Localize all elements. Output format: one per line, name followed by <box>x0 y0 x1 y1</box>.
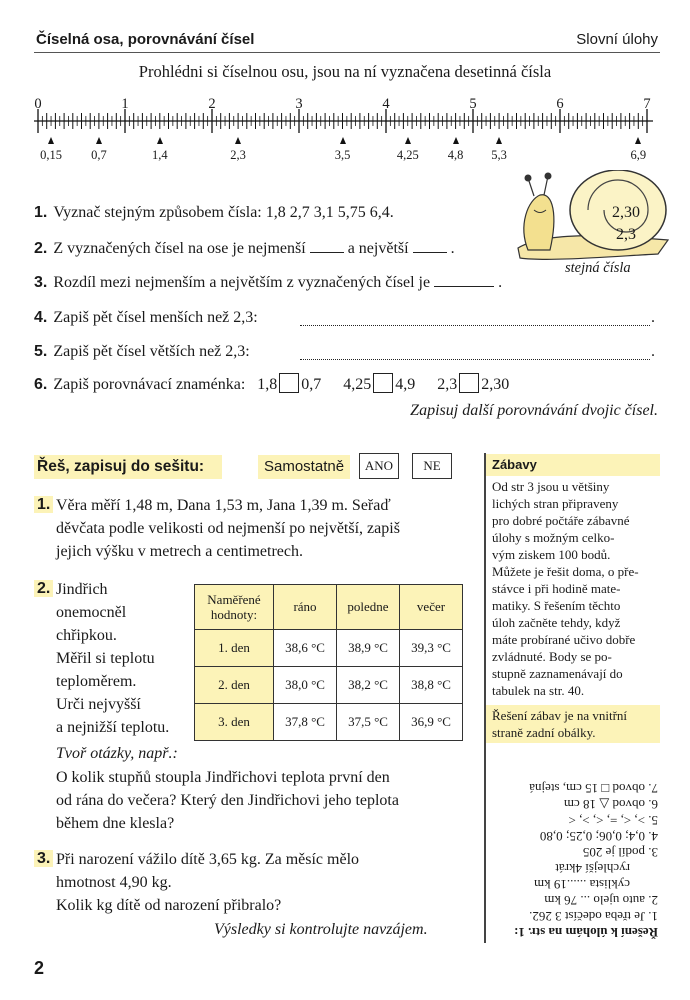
problem-line: teploměrem. <box>56 673 137 690</box>
task-1 <box>34 204 394 222</box>
number-line-mark-label: 4,8 <box>447 148 464 162</box>
compare-left: 4,25 <box>343 376 372 393</box>
no-box[interactable]: NE <box>412 453 452 479</box>
table-cell: 38,8 °C <box>400 667 463 704</box>
task-number: 5. <box>34 343 48 360</box>
table-row <box>195 667 463 704</box>
number-line-mark-label: 5,3 <box>491 148 507 162</box>
bubble-number-bottom: 2,3 <box>616 226 636 243</box>
problem-line: Věra měří 1,48 m, Dana 1,53 m, Jana 1,39 m. Seřaď <box>56 497 391 514</box>
answer-line: cyklista ......19 km <box>533 877 630 892</box>
number-line-arrow <box>96 137 102 144</box>
independent-label: Samostatně <box>258 455 350 479</box>
problem-line: a nejnižší teplotu. <box>56 719 170 736</box>
problem-3-number <box>34 850 53 868</box>
answer-blank[interactable] <box>434 286 494 287</box>
task-text: Z vyznačených čísel na ose je nejmenší <box>53 240 306 257</box>
problem-1-text <box>56 494 400 563</box>
problem-2-questions <box>56 766 399 835</box>
problem-number: 2. <box>34 580 53 597</box>
table-cell: 37,5 °C <box>337 704 400 741</box>
answer-blank[interactable] <box>413 252 447 253</box>
answer-line-5[interactable] <box>300 359 650 360</box>
sidebar-line: zvládnuté. Body se po- <box>492 649 612 664</box>
compare-note: Zapisuj další porovnávání dvojic čísel. <box>410 402 658 419</box>
table-header: poledne <box>337 585 400 630</box>
problem-line: hmotnost 4,90 kg. <box>56 874 172 891</box>
compare-box[interactable] <box>279 373 299 393</box>
problem-2-number <box>34 580 53 598</box>
number-line-label: 6 <box>556 96 564 112</box>
compare-right: 0,7 <box>301 376 322 393</box>
answer-line: rychlejší 4krát <box>555 861 630 876</box>
sidebar-line: lichých stran připraveny <box>492 496 619 511</box>
table-cell: 1. den <box>195 630 274 667</box>
answer-line: 7. obvod □ 15 cm, stejná <box>529 781 658 796</box>
section2-title: Řeš, zapisuj do sešitu: <box>34 455 222 479</box>
problem-number: 1. <box>34 496 53 513</box>
task-text: Vyznač stejným způsobem čísla: 1,8 2,7 3,1 5,75 6,4. <box>53 204 394 221</box>
table-header: ráno <box>274 585 337 630</box>
task-2 <box>34 240 455 258</box>
sidebar-line: pro dobré počtáře zábavné <box>492 513 630 528</box>
number-line-mark-label: 4,25 <box>396 148 419 162</box>
problem-number: 3. <box>34 850 53 867</box>
task-number: 4. <box>34 309 48 326</box>
problem-line: onemocněl <box>56 604 127 621</box>
task-4 <box>34 309 258 327</box>
number-line-mark-label: 6,9 <box>630 148 647 162</box>
answer-line: 1. Je třeba odečíst 3 262. <box>529 909 658 924</box>
sidebar-answers-upside-down <box>486 752 658 940</box>
snail-caption: stejná čísla <box>565 260 631 276</box>
answer-line: 2. auto ujelo ... 76 km <box>544 893 658 908</box>
table-cell: 38,9 °C <box>337 630 400 667</box>
table-cell: 38,6 °C <box>274 630 337 667</box>
problem-line: jejich výšku v metrech a centimetrech. <box>56 543 304 560</box>
sidebar-highlight-line: Řešení zábav je na vnitřní <box>492 708 628 723</box>
compare-right: 4,9 <box>395 376 416 393</box>
sidebar-title: Zábavy <box>486 454 660 476</box>
task-number: 3. <box>34 274 48 291</box>
problem-line: Kolik kg dítě od narození přibralo? <box>56 897 282 914</box>
table-row <box>195 704 463 741</box>
task-text: Zapiš pět čísel větších než 2,3: <box>53 343 250 360</box>
table-cell: 39,3 °C <box>400 630 463 667</box>
yes-box[interactable]: ANO <box>359 453 399 479</box>
number-line-instruction: Prohlédni si číselnou osu, jsou na ní vyznačena desetinná čísla <box>138 62 552 81</box>
number-line-label: 3 <box>295 96 303 112</box>
problem-line: Měřil si teplotu <box>56 650 155 667</box>
sidebar-line: máte probírané učivo dobře <box>492 632 636 647</box>
problem-line: děvčata podle velikosti od nejmenší po největší, zapiš <box>56 520 400 537</box>
task-end: . <box>651 309 655 326</box>
question-line: O kolik stupňů stoupla Jindřichovi teplota první den <box>56 769 390 786</box>
sidebar-line: Od str 3 jsou u většiny <box>492 479 610 494</box>
number-line-arrow <box>157 137 163 144</box>
temperature-table <box>194 584 463 741</box>
number-line-label: 0 <box>34 96 42 112</box>
number-line-arrow <box>235 137 241 144</box>
sidebar-line: stupně zaznamenávají do <box>492 666 623 681</box>
table-row <box>195 630 463 667</box>
task-text: Zapiš porovnávací znaménka: <box>53 376 246 393</box>
compare-left: 1,8 <box>257 376 278 393</box>
task-end: . <box>450 240 455 257</box>
sidebar-highlight-line: straně zadní obálky. <box>492 725 596 740</box>
table-header: večer <box>400 585 463 630</box>
sidebar-line: stávce i při hodině mate- <box>492 581 621 596</box>
page-number: 2 <box>34 958 45 978</box>
number-line-arrow <box>453 137 459 144</box>
table-cell: 38,2 °C <box>337 667 400 704</box>
number-line-mark-label: 1,4 <box>151 148 168 162</box>
answer-line: 3. podíl je 205 <box>582 845 658 860</box>
task-number: 1. <box>34 204 48 221</box>
sidebar-highlight <box>486 705 660 743</box>
number-line-label: 1 <box>121 96 129 112</box>
answer-blank[interactable] <box>310 252 344 253</box>
sidebar-text <box>492 478 658 699</box>
number-line-label: 2 <box>208 96 216 112</box>
table-cell: 2. den <box>195 667 274 704</box>
answer-line-4[interactable] <box>300 325 650 326</box>
task-number: 6. <box>34 376 48 393</box>
table-header-row <box>195 585 463 630</box>
number-line-mark-label: 0,7 <box>91 148 107 162</box>
task-3 <box>34 274 502 292</box>
snail-bubble <box>596 202 656 246</box>
number-line-arrow <box>496 137 502 144</box>
table-cell: 37,8 °C <box>274 704 337 741</box>
chapter-title: Číselná osa, porovnávání čísel <box>36 31 255 48</box>
number-line-label: 7 <box>643 96 651 112</box>
task-number: 2. <box>34 240 48 257</box>
number-line-label: 4 <box>382 96 390 112</box>
problem-line: Urči nejvyšší <box>56 696 141 713</box>
answers-title: Řešení k úlohám na str. 1: <box>514 925 658 940</box>
question-line: během dne klesla? <box>56 815 175 832</box>
sidebar-line: tabulek na str. 40. <box>492 683 585 698</box>
problem-3-text <box>56 848 359 917</box>
task-6 <box>34 373 509 394</box>
problem-line: chřipkou. <box>56 627 117 644</box>
compare-box[interactable] <box>459 373 479 393</box>
number-line-mark-label: 3,5 <box>334 148 351 162</box>
questions-intro: Tvoř otázky, např.: <box>56 745 178 762</box>
question-line: od rána do večera? Který den Jindřichovi jeho teplota <box>56 792 399 809</box>
answer-line: 5. >, <, =, <, >, < <box>568 813 658 828</box>
compare-left: 2,3 <box>437 376 458 393</box>
task-text: Rozdíl mezi nejmenším a největším z vyznačených čísel je <box>53 274 431 291</box>
task-text: Zapiš pět čísel menších než 2,3: <box>53 309 258 326</box>
number-line-arrow <box>340 137 346 144</box>
problem-2-text <box>56 578 169 739</box>
number-line-arrow <box>48 137 54 144</box>
table-header: Naměřené hodnoty: <box>195 585 274 630</box>
table-cell: 36,9 °C <box>400 704 463 741</box>
table-cell: 38,0 °C <box>274 667 337 704</box>
table-cell: 3. den <box>195 704 274 741</box>
number-line-mark-label: 2,3 <box>230 148 246 162</box>
compare-right: 2,30 <box>481 376 510 393</box>
number-line-arrow <box>405 137 411 144</box>
sidebar-line: vým ziskem 100 bodů. <box>492 547 611 562</box>
sidebar-line: úlohy s možným celko- <box>492 530 615 545</box>
task-end: . <box>651 343 655 360</box>
number-line-arrow <box>635 137 641 144</box>
problem-line: Jindřich <box>56 581 108 598</box>
sidebar-line: matiky. S řešením těchto <box>492 598 621 613</box>
sidebar-line: úloh začněte tehdy, když <box>492 615 621 630</box>
task-end: . <box>498 274 503 291</box>
task-5 <box>34 343 250 361</box>
sidebar-line: Můžete je řešit doma, o pře- <box>492 564 639 579</box>
section-title: Slovní úlohy <box>576 31 658 48</box>
results-note: Výsledky si kontrolujte navzájem. <box>214 921 428 938</box>
compare-box[interactable] <box>373 373 393 393</box>
bubble-number-top: 2,30 <box>612 204 640 221</box>
problem-line: Při narození vážilo dítě 3,65 kg. Za měsíc mělo <box>56 851 360 868</box>
problem-1-number <box>34 496 53 514</box>
answer-line: 6. obvod △ 18 cm <box>563 797 658 812</box>
task-text: a největší <box>347 240 409 257</box>
number-line-mark-label: 0,15 <box>40 148 62 162</box>
answer-line: 4. 0,4; 0,06; 0,25; 0,80 <box>539 829 658 844</box>
number-line-label: 5 <box>469 96 477 112</box>
